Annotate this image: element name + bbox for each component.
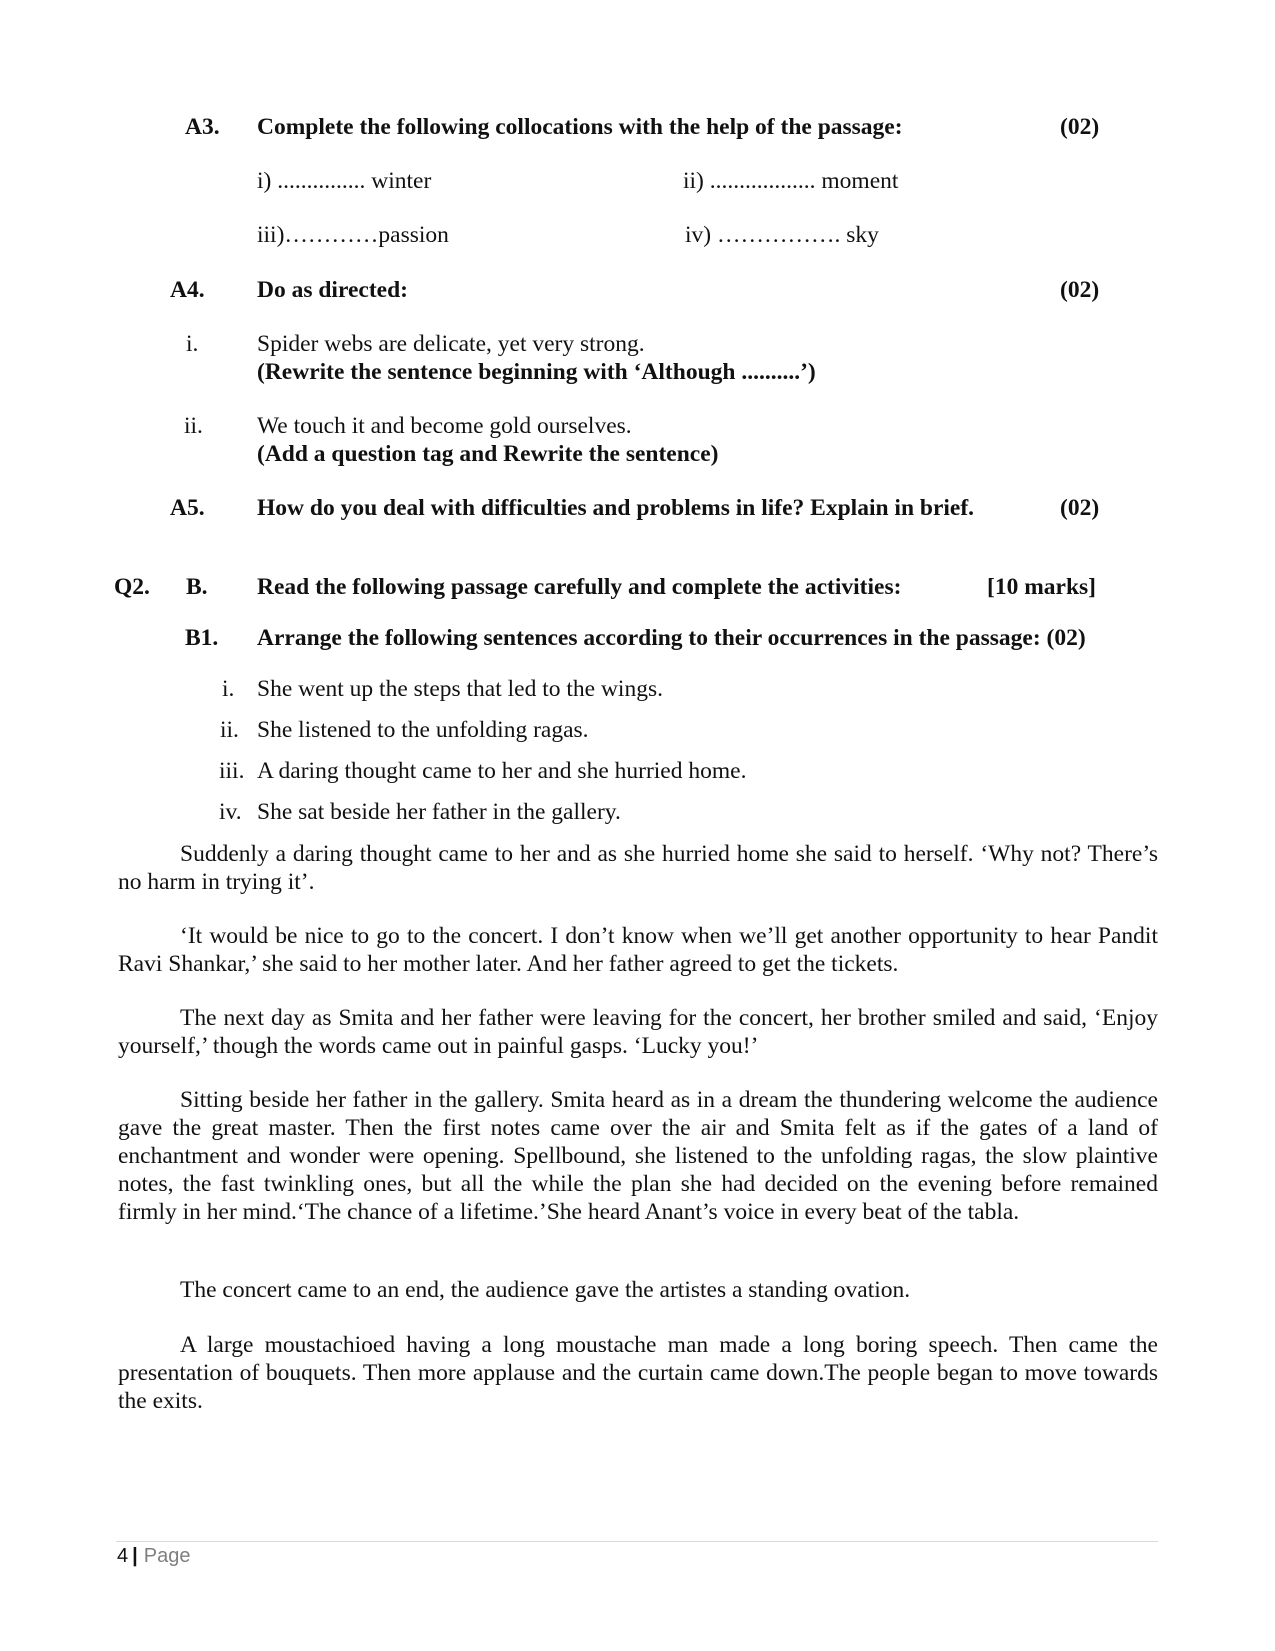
collocation-item: iii)…………passion [257,222,449,248]
b1-item-text: She went up the steps that led to the wings. [257,676,663,702]
footer-separator: | [132,1545,138,1567]
a4-item-sentence: We touch it and become gold ourselves. [257,413,632,439]
q2-instruction: Read the following passage carefully and complete the activities: [257,574,902,600]
footer-divider [116,1541,1158,1542]
a5-marks: (02) [1060,495,1100,521]
q2-marks: [10 marks] [987,574,1096,600]
b1-question: Arrange the following sentences according to their occurrences in the passage: (02) [257,625,1086,651]
b1-item-number: ii. [220,717,239,743]
q2-number: Q2. [114,574,150,600]
page-footer [117,1545,190,1568]
passage-paragraph: The concert came to an end, the audience gave the artistes a standing ovation. [180,1277,911,1303]
a4-marks: (02) [1060,277,1100,303]
a5-question: How do you deal with difficulties and problems in life? Explain in brief. [257,495,975,521]
a4-item-instruction: (Rewrite the sentence beginning with ‘Although ..........’) [257,359,816,385]
passage-paragraph: ‘It would be nice to go to the concert. I don’t know when we’ll get another opportunity to hear Pandit Ravi Shankar,’ she said to her mother later. And her father agreed to get the tickets. [118,923,1158,977]
a4-item-sentence: Spider webs are delicate, yet very strong. [257,331,645,357]
b1-number: B1. [185,625,219,651]
b1-item-text: She listened to the unfolding ragas. [257,717,589,743]
page-number: 4 [117,1545,129,1567]
passage-paragraph: A large moustachioed having a long moustache man made a long boring speech. Then came the presentation of bouquets. Then more applause and the curtain came down.The people began to move towards the exits. [118,1332,1158,1414]
collocation-item: i) ............... winter [257,168,432,194]
passage-paragraph: The next day as Smita and her father were leaving for the concert, her brother smiled and said, ‘Enjoy yourself,’ though the words came out in painful gasps. ‘Lucky you!’ [118,1005,1158,1059]
a4-item-number: i. [186,331,199,357]
b1-item-text: A daring thought came to her and she hurried home. [257,758,747,784]
a4-item-number: ii. [184,413,203,439]
collocation-item: iv) ……………. sky [685,222,879,248]
a3-question: Complete the following collocations with the help of the passage: [257,114,903,140]
b1-item-number: iii. [219,758,245,784]
a3-marks: (02) [1060,114,1100,140]
a5-number: A5. [170,495,205,521]
b1-item-text: She sat beside her father in the gallery. [257,799,621,825]
a3-number: A3. [185,114,220,140]
b1-item-number: i. [222,676,235,702]
a4-number: A4. [170,277,205,303]
b1-item-number: iv. [219,799,242,825]
page-label: Page [143,1545,191,1567]
a4-item-instruction: (Add a question tag and Rewrite the sentence) [257,441,719,467]
passage-paragraph: Sitting beside her father in the gallery. Smita heard as in a dream the thundering welcome the audience gave the great master. Then the first notes came over the air and Smita felt as if the gates of a land of enchantment and wonder were opening. Spellbound, she listened to the unfolding ragas, the slow plaintive notes, the fast twinkling ones, but all the while the plan she had decided on the evening before remained firmly in her mind.‘The chance of a lifetime.’She heard Anant’s voice in every beat of the tabla. [118,1087,1158,1225]
q2-section: B. [186,574,208,600]
a4-question: Do as directed: [257,277,408,303]
collocation-item: ii) .................. moment [683,168,899,194]
passage-paragraph: Suddenly a daring thought came to her and as she hurried home she said to herself. ‘Why not? There’s no harm in trying it’. [118,841,1158,895]
